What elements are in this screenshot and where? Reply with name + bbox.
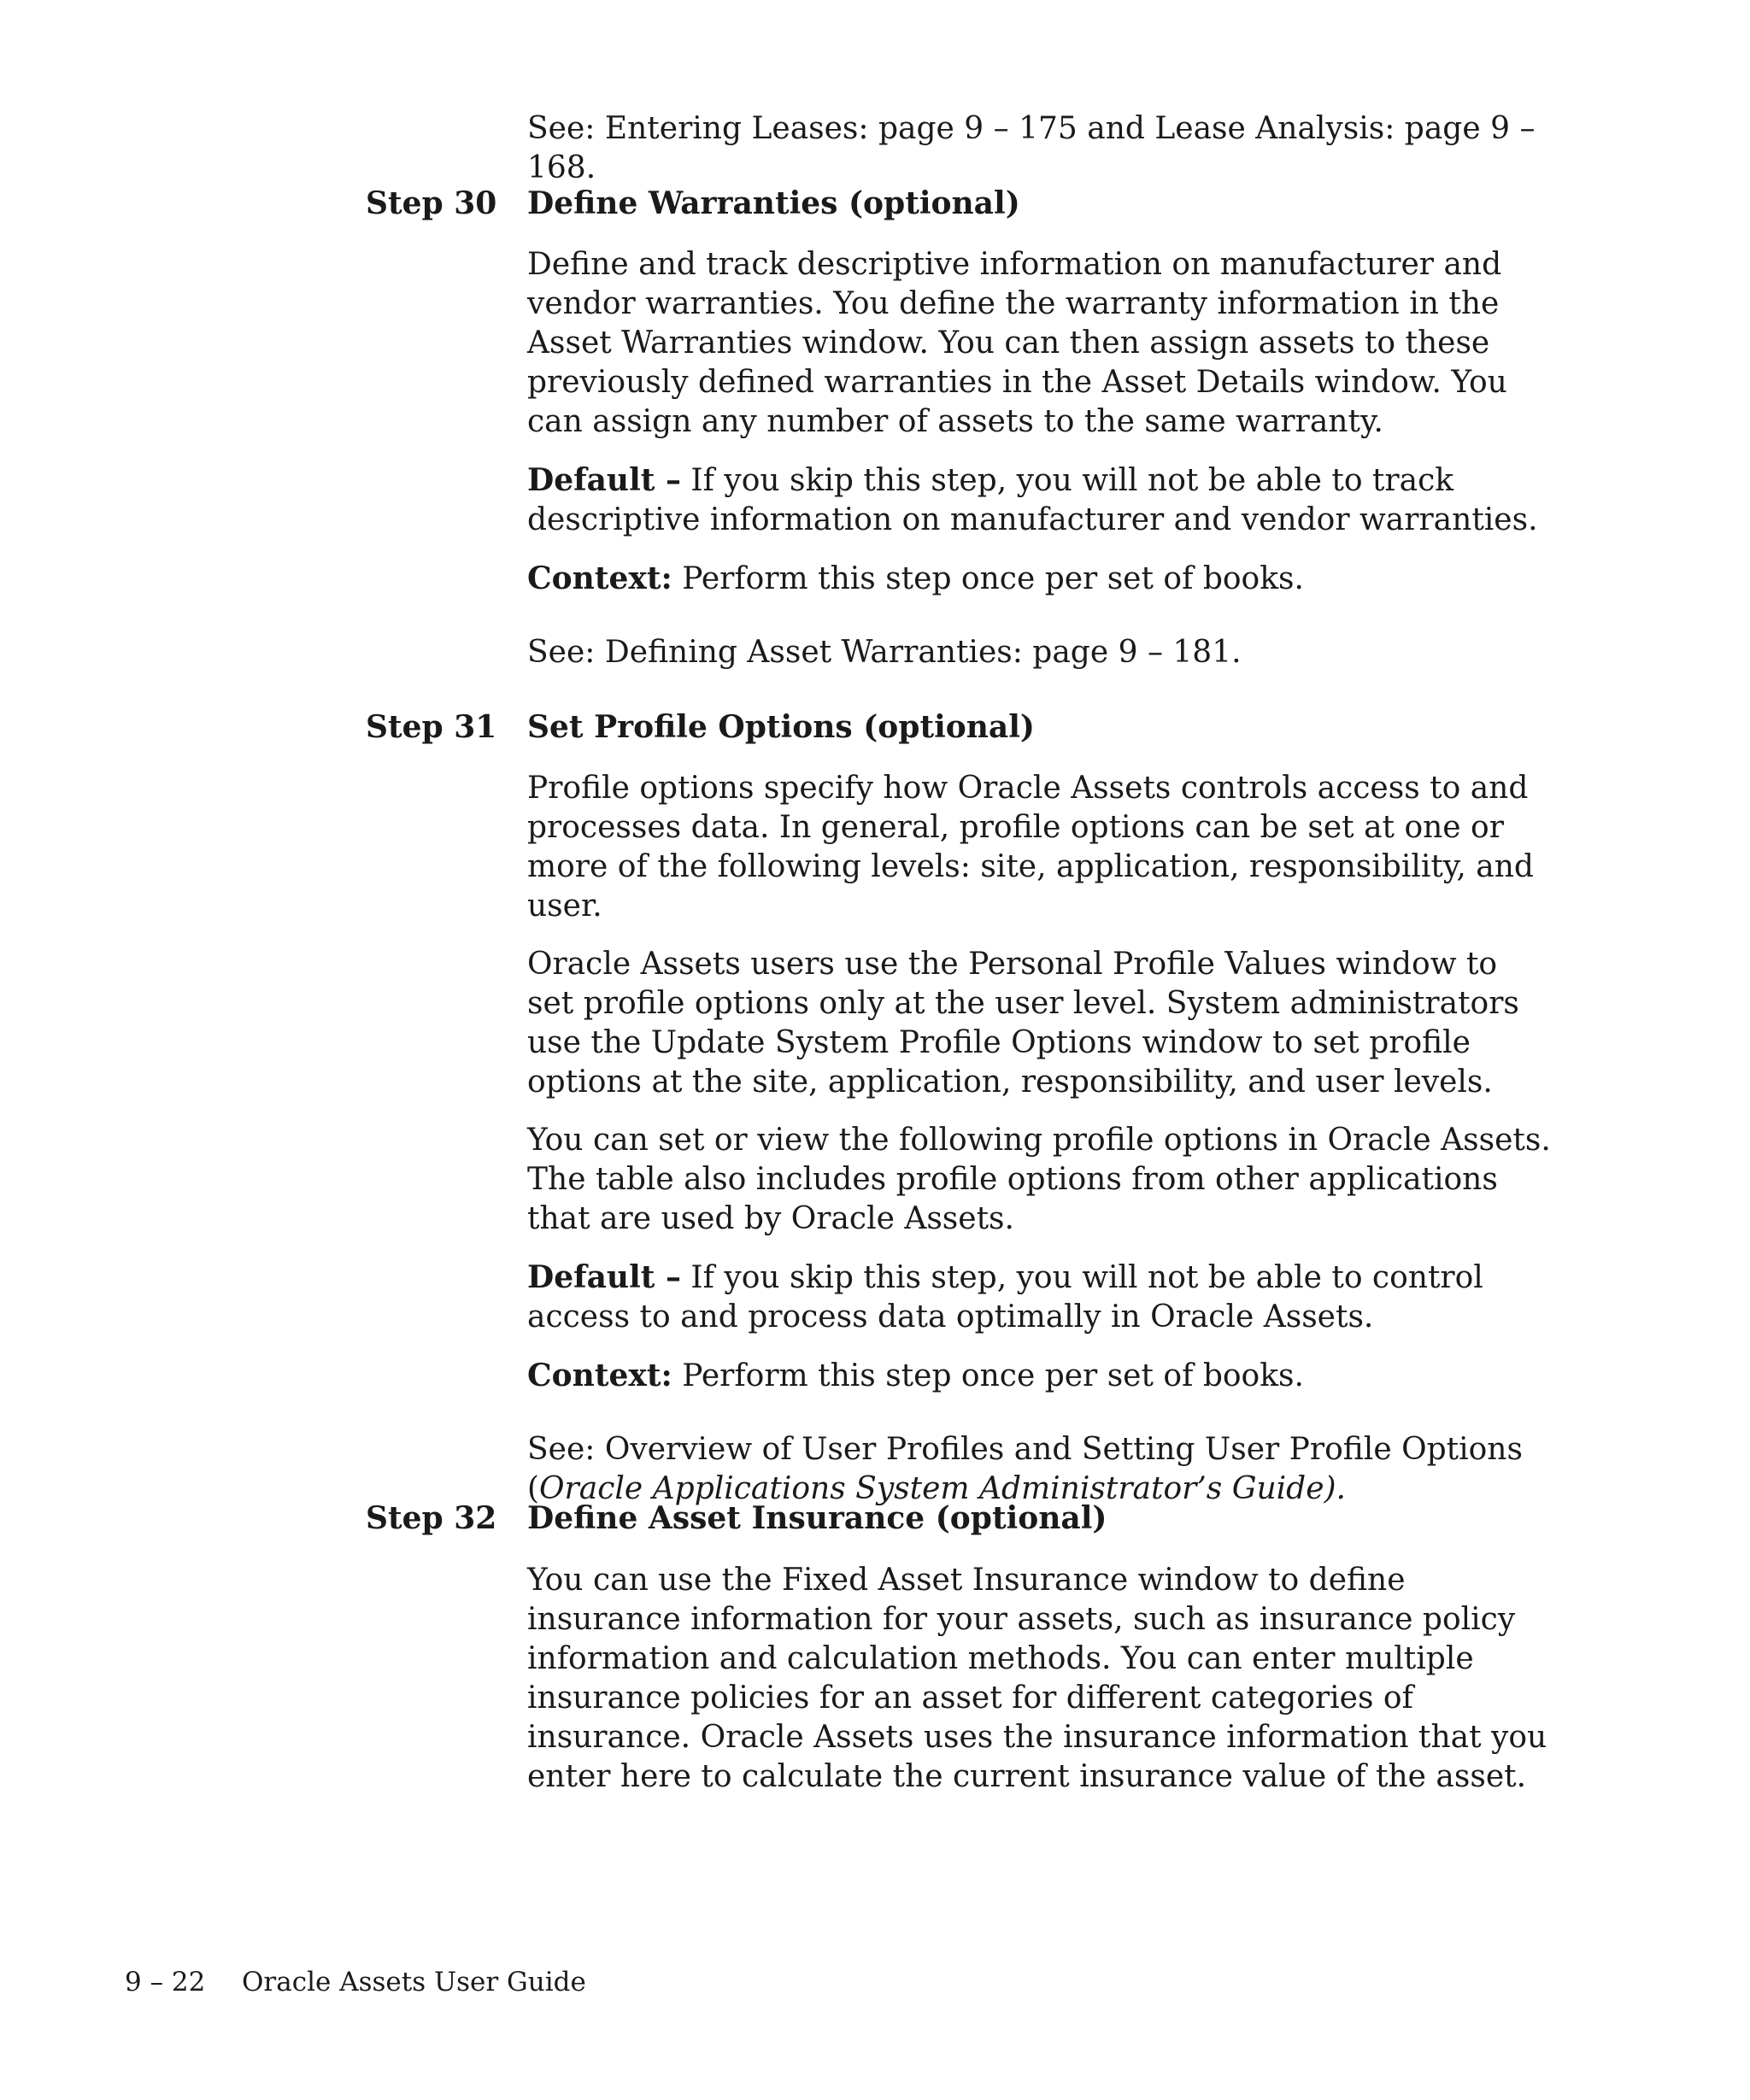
page-number: 9 – 22 [125,1967,206,1997]
intro-see-reference [527,109,1553,188]
page-footer [125,1965,586,1999]
step-31-title: Set Profile Options (optional) [527,709,1035,745]
step-32-body [527,1561,1553,1797]
step-30-see-reference: See: Defining Asset Warranties: page 9 – 181. [527,635,1242,670]
see-prefix: See: Overview of User Profiles and Setting User Profile Options ( [527,1432,1523,1506]
step-30-label: Step 30 [366,185,497,221]
context-text: Perform this step once per set of books. [672,561,1304,596]
step-31-see-reference [527,1430,1553,1509]
see-guide-title: Oracle Applications System Administrator’s Guide). [539,1471,1346,1506]
default-text: If you skip this step, you will not be able to control access to and process data optimally in Oracle Assets. [527,1260,1483,1334]
step-30-default [527,460,1553,540]
step-31-context [527,1356,1553,1396]
context-text: Perform this step once per set of books. [672,1358,1304,1393]
step-30-paragraph: Define and track descriptive information on manufacturer and vendor warranties. You define the warranty information in the Asset Warranties window. You can then assign assets to these previously defined warranties in the Asset Details window. You can assign any number of assets to the same warranty. [527,247,1507,439]
book-title: Oracle Assets User Guide [242,1967,586,1997]
default-label: Default – [527,462,681,498]
step-31-paragraph-2: Oracle Assets users use the Personal Profile Values window to set profile options only at the user level. System administrators use the Update System Profile Options window to set profile options at the site, application, responsibility, and user levels. [527,947,1519,1100]
step-32-paragraph: You can use the Fixed Asset Insurance window to define insurance information for your assets, such as insurance policy information and calculation methods. You can enter multiple insurance policies for an asset for different categories of insurance. Oracle Assets uses the insurance information that you enter here to calculate the current insurance value of the asset. [527,1563,1547,1794]
step-31-label: Step 31 [366,709,497,745]
context-label: Context: [527,560,672,596]
default-label: Default – [527,1259,681,1295]
context-label: Context: [527,1358,672,1393]
step-31-paragraph-1: Profile options specify how Oracle Assets controls access to and processes data. In general, profile options can be set at one or more of the following levels: site, application, responsibility, and user. [527,771,1534,924]
step-32-label: Step 32 [366,1500,497,1536]
step-30-body [527,245,1553,672]
step-31-paragraph-3: You can set or view the following profile options in Oracle Assets. The table also includes profile options from other applications that are used by Oracle Assets. [527,1123,1551,1236]
step-31-default [527,1258,1553,1337]
step-31-body [527,769,1553,1509]
intro-see-text: See: Entering Leases: page 9 – 175 and Lease Analysis: page 9 – 168. [527,111,1536,185]
default-text: If you skip this step, you will not be able to track descriptive information on manufacturer and vendor warranties. [527,463,1538,537]
step-30-title: Define Warranties (optional) [527,185,1020,221]
step-30-context [527,559,1553,599]
step-32-title: Define Asset Insurance (optional) [527,1500,1107,1536]
